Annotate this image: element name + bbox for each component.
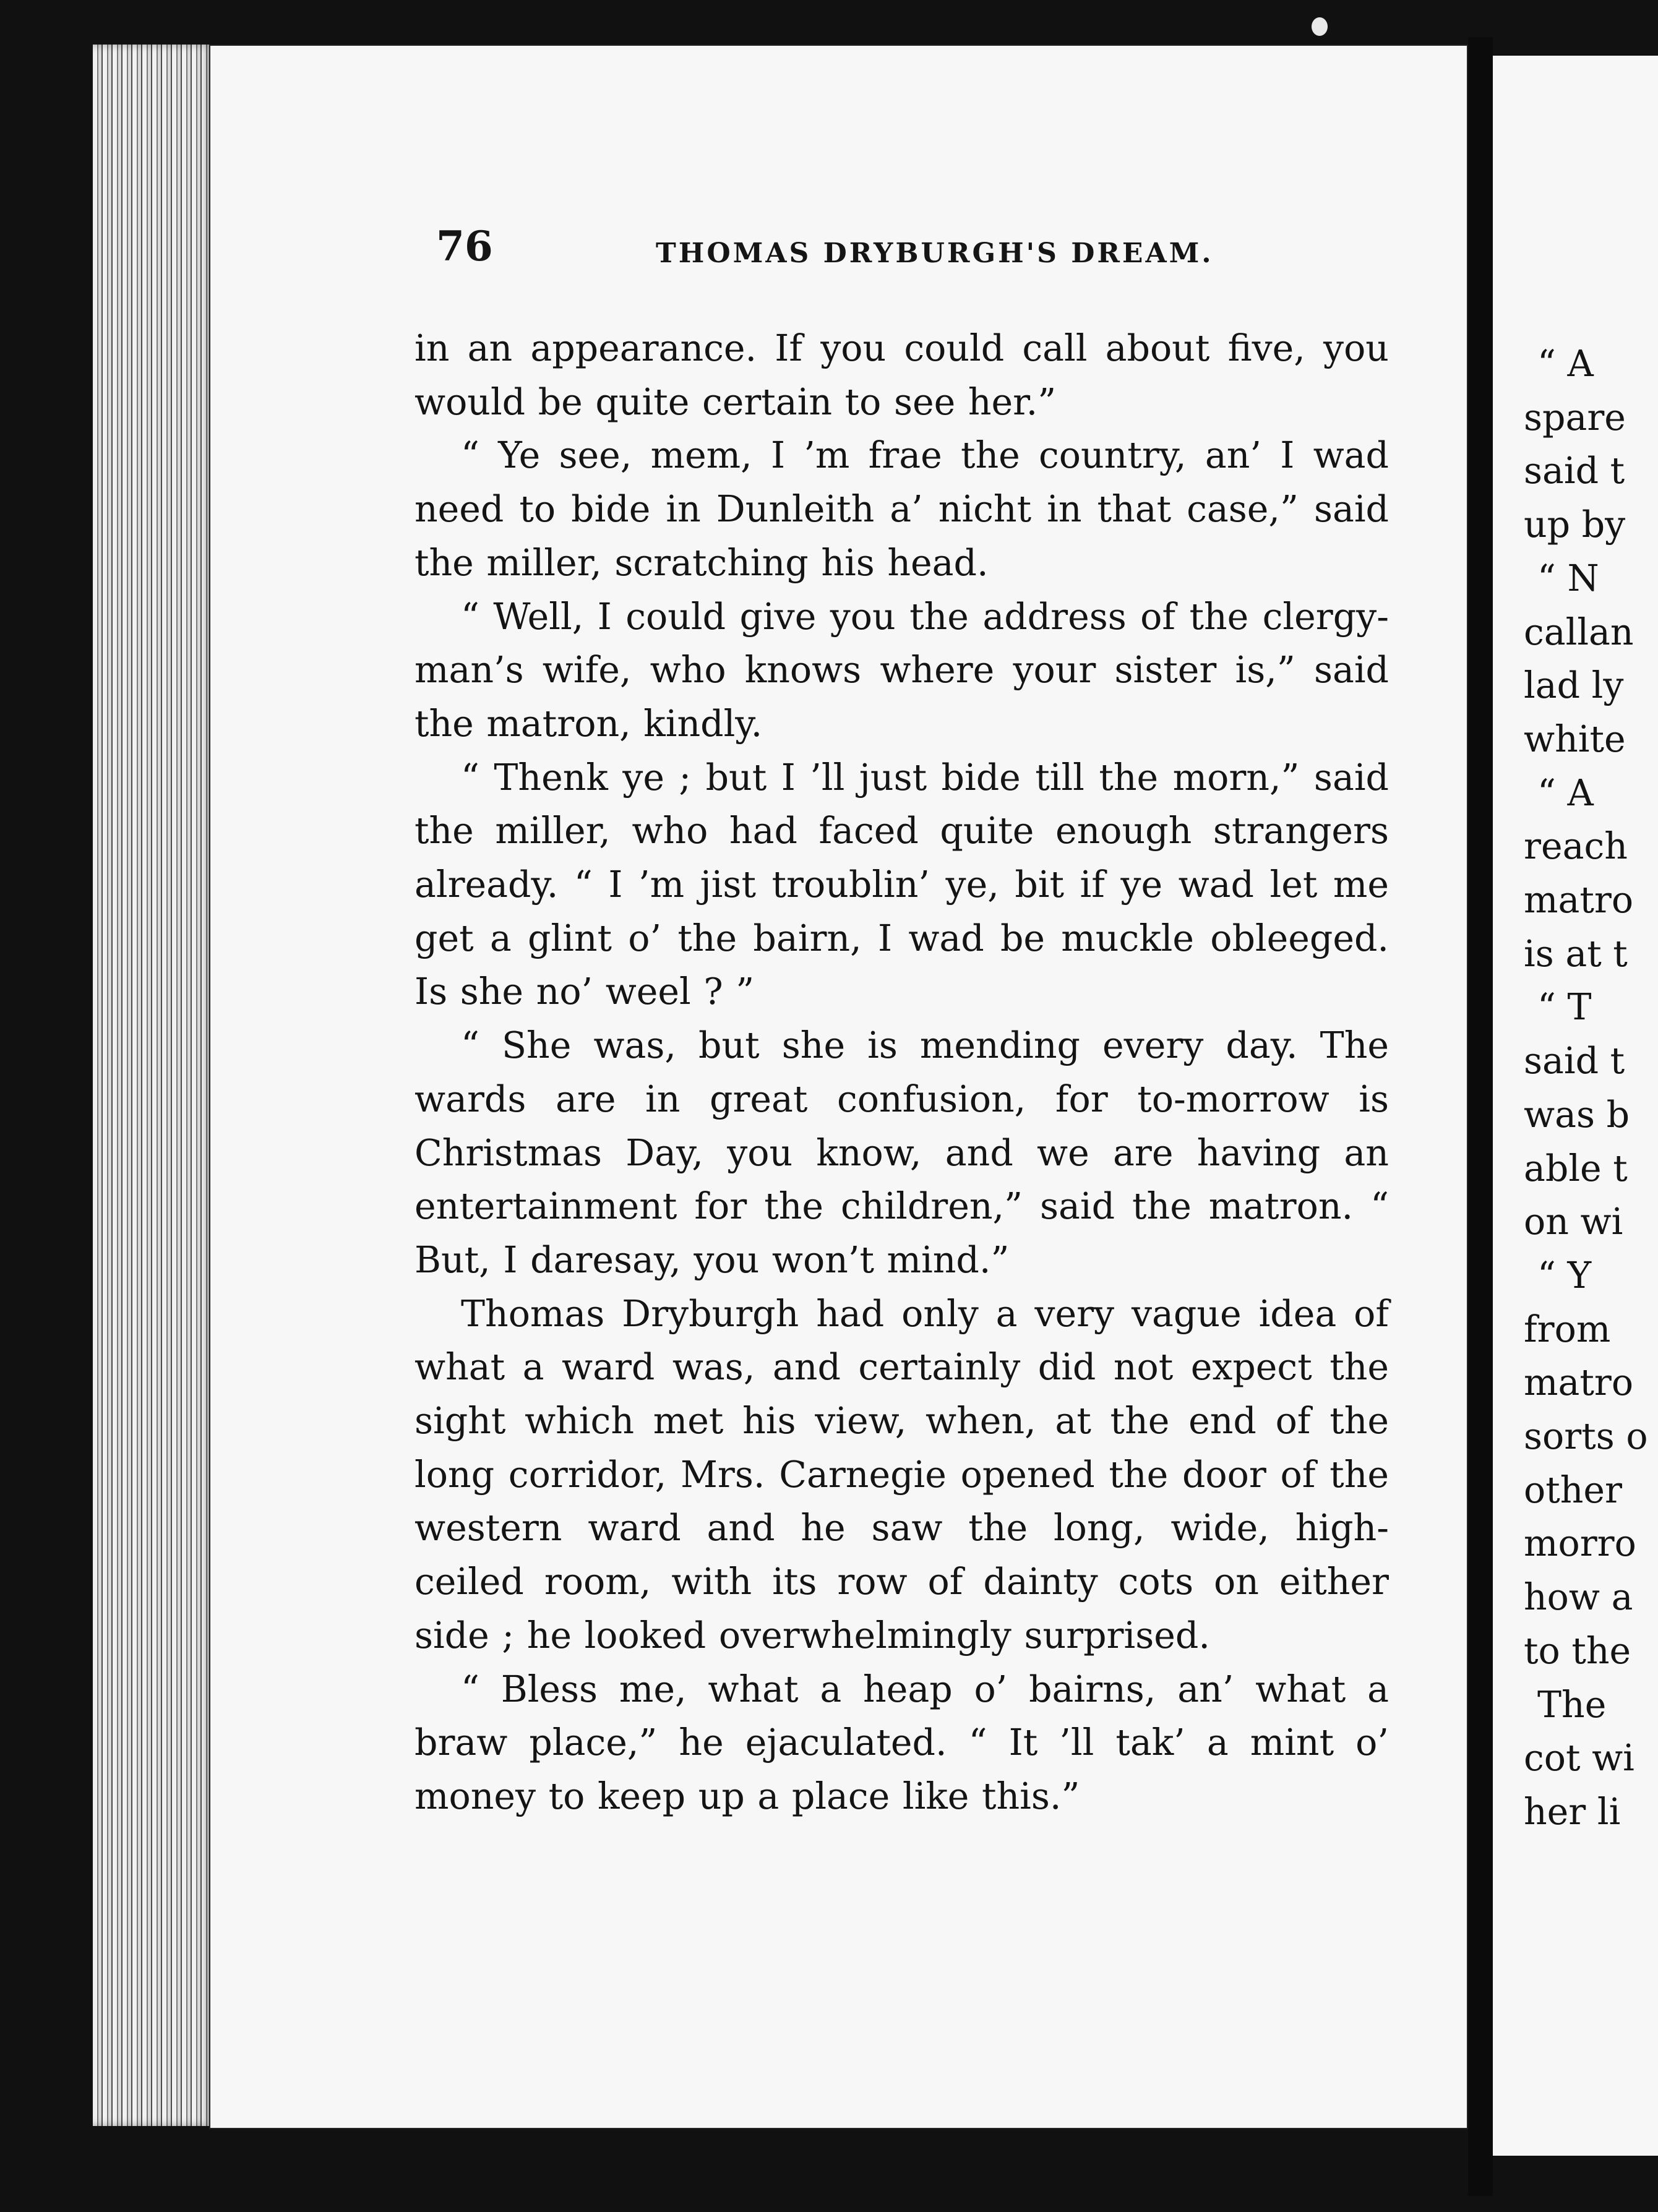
line-fragment: callan [1524, 611, 1634, 653]
line-fragment: white [1524, 718, 1626, 760]
line-fragment: able t [1524, 1147, 1628, 1190]
page-number: 76 [436, 222, 493, 270]
paragraph: “ She was, but she is mending every day. The wards are in great confusion, for to-morrow is Christmas Day, you know, and we are having an entertainment for the children,” said the matron. “ But, I daresay, you won’t mind.” [414, 1024, 1389, 1281]
line-fragment: to the [1524, 1629, 1631, 1672]
line-fragment: is at t [1524, 932, 1628, 975]
line-fragment: The [1537, 1683, 1607, 1726]
line-fragment: cot wi [1524, 1737, 1634, 1780]
paragraph: Thomas Dryburgh had only a very vague idea of what a ward was, and certainly did not expect the sight which met his view, when, at the end of the long corridor, Mrs. Carnegie opened the door of the western ward and he saw the long, wide, high-ceiled room, with its row of dainty cots on either side ; he looked overwhelmingly surprised. [414, 1292, 1389, 1657]
line-fragment: was b [1524, 1093, 1630, 1136]
line-fragment: “ N [1537, 557, 1599, 599]
line-fragment: said t [1524, 450, 1625, 492]
scan-speck [1312, 17, 1328, 36]
line-fragment: from [1524, 1308, 1611, 1350]
page-edges [93, 45, 213, 2126]
facing-page [1493, 56, 1658, 2156]
line-fragment: “ Y [1537, 1254, 1592, 1297]
paragraph: “ Ye see, mem, I ’m frae the country, an’ I wad need to bide in Dunleith a’ nicht in that case,” said the miller, scratching his head. [414, 434, 1389, 584]
body-text [414, 322, 1389, 1824]
line-fragment: spare [1524, 396, 1626, 439]
line-fragment: her li [1524, 1790, 1621, 1833]
book-gutter [1468, 37, 1493, 2196]
line-fragment: “ A [1537, 771, 1594, 814]
line-fragment: “ A [1537, 343, 1594, 385]
paragraph: “ Thenk ye ; but I ’ll just bide till the morn,” said the miller, who had faced quite enough strangers already. “ I ’m jist troublin’ ye, bit if ye wad let me get a glint o’ the bairn, I wad be muckle obleeged. Is she no’ weel ? ” [414, 756, 1389, 1013]
line-fragment: matro [1524, 1361, 1634, 1404]
paragraph: “ Bless me, what a heap o’ bairns, an’ what a braw place,” he ejaculated. “ It ’ll tak’ a mint o’ money to keep up a place like this.” [414, 1668, 1389, 1817]
line-fragment: on wi [1524, 1201, 1623, 1243]
line-fragment: lad ly [1524, 664, 1624, 707]
facing-page-text [1524, 337, 1658, 1839]
line-fragment: sorts o [1524, 1415, 1648, 1458]
line-fragment: said t [1524, 1040, 1625, 1082]
paragraph: in an appearance. If you could call about five, you would be quite certain to see her.” [414, 327, 1389, 423]
line-fragment: matro [1524, 879, 1634, 922]
running-title: THOMAS DRYBURGH'S DREAM. [656, 238, 1214, 269]
line-fragment: other [1524, 1468, 1622, 1511]
line-fragment: reach [1524, 825, 1628, 868]
paragraph: “ Well, I could give you the address of the clergy-man’s wife, who knows where your sister is,” said the matron, kindly. [414, 595, 1389, 745]
line-fragment: how a [1524, 1576, 1633, 1619]
line-fragment: morro [1524, 1522, 1636, 1565]
line-fragment: “ T [1537, 986, 1592, 1029]
line-fragment: up by [1524, 504, 1626, 546]
